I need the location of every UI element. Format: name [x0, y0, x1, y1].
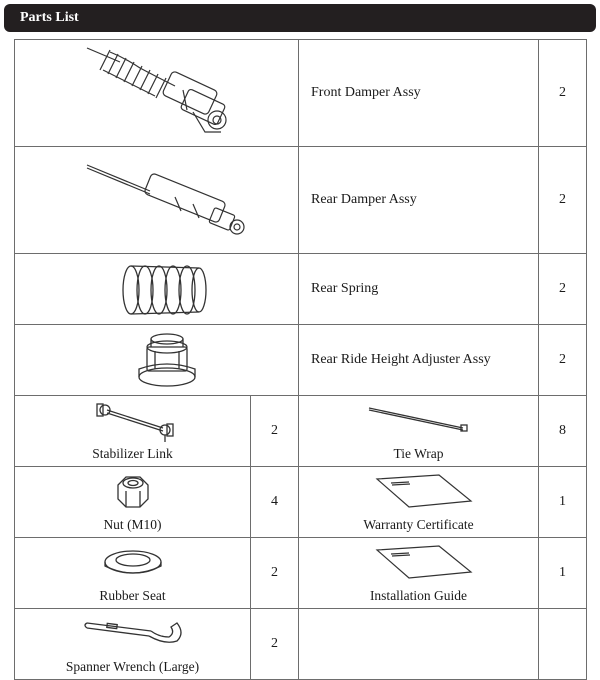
- spanner-qty: 2: [251, 609, 299, 680]
- table-row: [15, 325, 587, 396]
- front-damper-image-cell: [15, 40, 299, 147]
- rubber-seat-qty: 2: [251, 538, 299, 609]
- nut-cell: [15, 467, 251, 538]
- rear-damper-name: Rear Damper Assy: [299, 147, 539, 254]
- spring-icon: [15, 254, 299, 324]
- nut-qty: 4: [251, 467, 299, 538]
- tie-wrap-name: Tie Wrap: [393, 446, 444, 461]
- rear-damper-image-cell: [15, 147, 299, 254]
- nut-name: Nut (M10): [103, 517, 162, 532]
- table-row: [15, 467, 587, 538]
- stabilizer-link-name: Stabilizer Link: [92, 446, 173, 461]
- table-row: [15, 609, 587, 680]
- stabilizer-link-qty: 2: [251, 396, 299, 467]
- front-damper-qty: 2: [539, 40, 587, 147]
- spanner-cell: [15, 609, 251, 680]
- rubber-seat-icon: [15, 540, 251, 590]
- install-guide-name: Installation Guide: [369, 588, 468, 603]
- table-row: [15, 538, 587, 609]
- table-row: [15, 147, 587, 254]
- front-damper-icon: [15, 40, 299, 146]
- rear-spring-qty: 2: [539, 254, 587, 325]
- rear-adjuster-qty: 2: [539, 325, 587, 396]
- tie-wrap-cell: [299, 396, 539, 467]
- install-guide-qty: 1: [539, 538, 587, 609]
- rubber-seat-name: Rubber Seat: [99, 588, 166, 603]
- parts-list-header: [4, 4, 596, 32]
- rear-adjuster-image-cell: [15, 325, 299, 396]
- table-row: [15, 40, 587, 147]
- install-guide-cell: [299, 538, 539, 609]
- rear-spring-name: Rear Spring: [299, 254, 539, 325]
- tie-wrap-qty: 8: [539, 396, 587, 467]
- rear-damper-qty: 2: [539, 147, 587, 254]
- empty-qty-cell: [539, 609, 587, 680]
- warranty-cell: [299, 467, 539, 538]
- spanner-wrench-icon: [15, 611, 251, 661]
- spanner-name: Spanner Wrench (Large): [65, 659, 200, 674]
- rubber-seat-cell: [15, 538, 251, 609]
- height-adjuster-icon: [15, 325, 299, 395]
- certificate-icon: [299, 469, 539, 519]
- stabilizer-link-cell: [15, 396, 251, 467]
- rear-damper-icon: [15, 147, 299, 253]
- table-row: [15, 254, 587, 325]
- parts-table: [14, 39, 587, 680]
- warranty-name: Warranty Certificate: [363, 517, 474, 532]
- page-title: Parts List: [20, 10, 79, 25]
- front-damper-name: Front Damper Assy: [299, 40, 539, 147]
- guide-icon: [299, 540, 539, 590]
- nut-icon: [15, 469, 251, 519]
- rear-spring-image-cell: [15, 254, 299, 325]
- empty-cell: [299, 609, 539, 680]
- rear-adjuster-name: Rear Ride Height Adjuster Assy: [299, 325, 539, 396]
- table-row: [15, 396, 587, 467]
- warranty-qty: 1: [539, 467, 587, 538]
- tie-wrap-icon: [299, 398, 539, 448]
- stabilizer-link-icon: [15, 398, 251, 448]
